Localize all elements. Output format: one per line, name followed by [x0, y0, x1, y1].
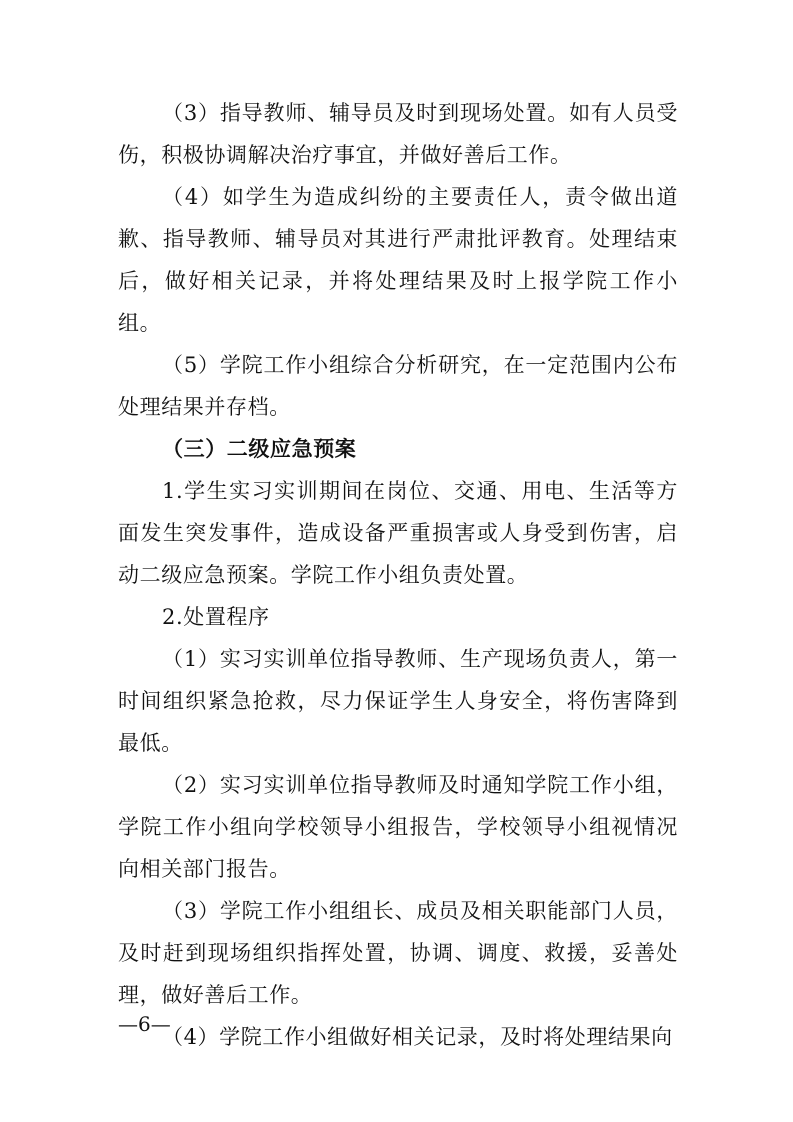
section-paragraph-2: 2.处置程序: [162, 605, 270, 629]
page-number: —6—: [118, 1012, 171, 1036]
document-body: [118, 92, 678, 1058]
section-heading: （三）二级应急预案: [162, 437, 357, 461]
procedure-item-4: （4）学院工作小组做好相关记录，及时将处理结果向: [162, 1025, 673, 1049]
procedure-item-2: （2）实习实训单位指导教师及时通知学院工作小组，学院工作小组向学校领导小组报告，学校领导小组视情况向相关部门报告。: [118, 773, 678, 881]
paragraph-3: （3）指导教师、辅导员及时到现场处置。如有人员受伤，积极协调解决治疗事宜，并做好善后工作。: [118, 101, 678, 167]
procedure-item-3: （3）学院工作小组组长、成员及相关职能部门人员，及时赶到现场组织指挥处置，协调、调度、救援，妥善处理，做好善后工作。: [118, 899, 678, 1007]
section-paragraph-1: 1.学生实习实训期间在岗位、交通、用电、生活等方面发生突发事件，造成设备严重损害或人身受到伤害，启动二级应急预案。学院工作小组负责处置。: [118, 479, 678, 587]
paragraph-5: （5）学院工作小组综合分析研究，在一定范围内公布处理结果并存档。: [118, 353, 678, 419]
procedure-item-1: （1）实习实训单位指导教师、生产现场负责人，第一时间组织紧急抢救，尽力保证学生人身安全，将伤害降到最低。: [118, 647, 678, 755]
paragraph-4: （4）如学生为造成纠纷的主要责任人，责令做出道歉、指导教师、辅导员对其进行严肃批评教育。处理结束后，做好相关记录，并将处理结果及时上报学院工作小组。: [118, 185, 678, 335]
